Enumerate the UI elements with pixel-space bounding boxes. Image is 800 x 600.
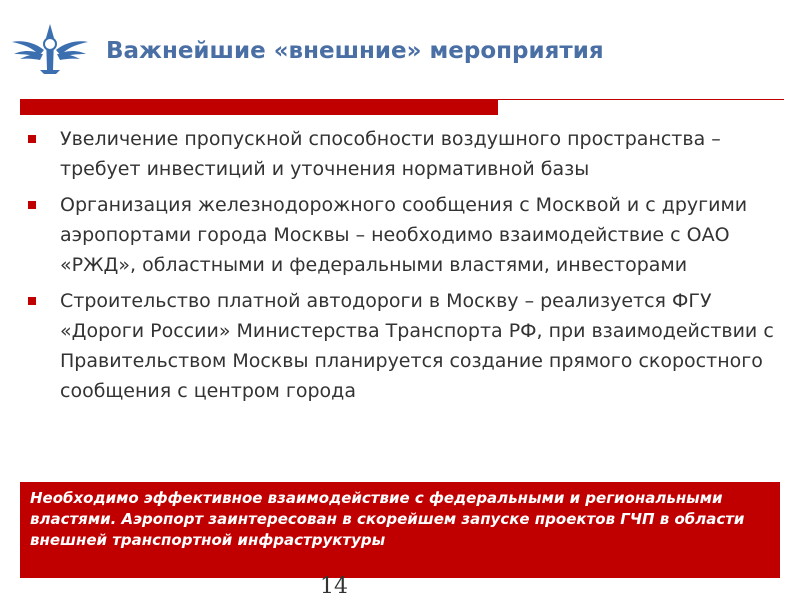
bullet-list <box>28 124 778 412</box>
title-underline-line <box>498 99 784 100</box>
square-bullet-icon <box>28 201 36 209</box>
title-underline-bar <box>20 99 498 115</box>
bullet-text: Увеличение пропускной способности воздушного пространства – требует инвестиций и уточнения нормативной базы <box>60 128 721 180</box>
bullet-item <box>28 124 778 184</box>
square-bullet-icon <box>28 135 36 143</box>
square-bullet-icon <box>28 297 36 305</box>
bullet-text: Строительство платной автодороги в Москву – реализуется ФГУ «Дороги России» Министерства Транспорта РФ, при взаимодействии с Правительством Москвы планируется создание прямого скоростного сообщения с центром города <box>60 290 774 402</box>
page-number: 14 <box>320 574 348 599</box>
conclusion-callout: Необходимо эффективное взаимодействие с федеральными и региональными властями. Аэропорт заинтересован в скорейшем запуске проектов ГЧП в области внешней транспортной инфраструктуры <box>20 482 780 578</box>
page-title: Важнейшие «внешние» мероприятия <box>106 38 604 64</box>
winged-emblem-logo <box>10 20 90 76</box>
bullet-item <box>28 286 778 406</box>
bullet-text: Организация железнодорожного сообщения с Москвой и с другими аэропортами города Москвы – необходимо взаимодействие с ОАО «РЖД», областными и федеральными властями, инвесторами <box>60 194 748 276</box>
bullet-item <box>28 190 778 280</box>
